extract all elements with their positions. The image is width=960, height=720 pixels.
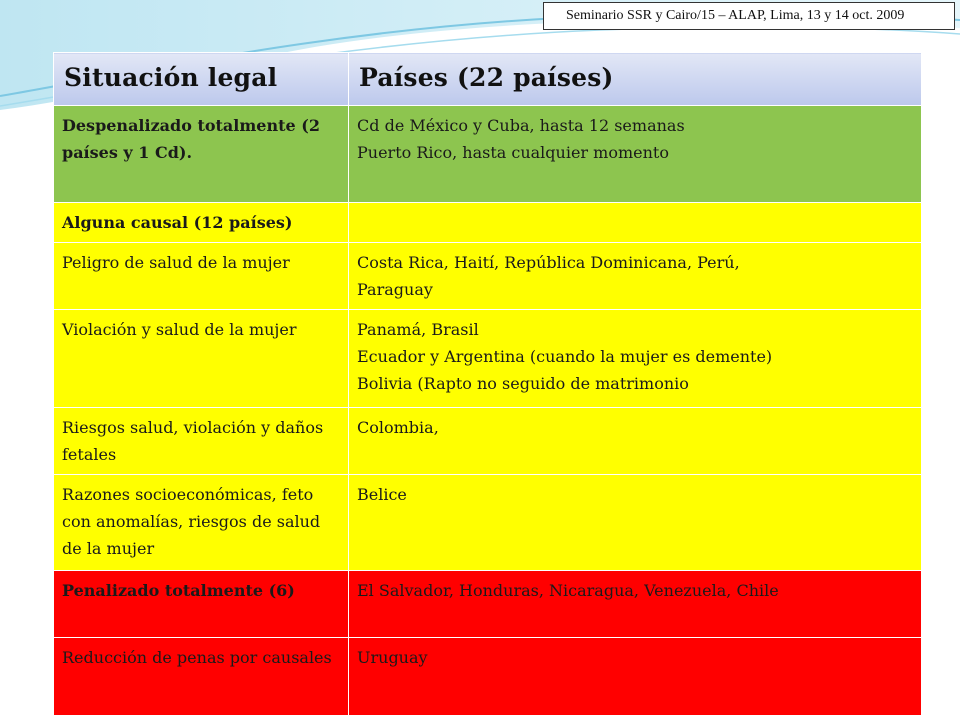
countries-line: Bolivia (Rapto no seguido de matrimonio bbox=[357, 374, 689, 393]
countries-line: Ecuador y Argentina (cuando la mujer es demente) bbox=[357, 347, 773, 366]
status-cell: Alguna causal (12 países) bbox=[54, 203, 349, 243]
countries-cell bbox=[349, 310, 922, 408]
countries-cell bbox=[349, 106, 922, 203]
status-cell: Violación y salud de la mujer bbox=[54, 310, 349, 408]
countries-cell bbox=[349, 243, 922, 310]
countries-cell bbox=[349, 475, 922, 571]
header-legal-status: Situación legal bbox=[54, 53, 349, 106]
countries-cell bbox=[349, 408, 922, 475]
status-cell: Razones socioeconómicas, feto con anomalías, riesgos de salud de la mujer bbox=[54, 475, 349, 571]
seminar-source-note: Seminario SSR y Cairo/15 – ALAP, Lima, 13 y 14 oct. 2009 bbox=[543, 2, 955, 30]
countries-line: Uruguay bbox=[357, 648, 428, 667]
countries-line: Colombia, bbox=[357, 418, 439, 437]
countries-cell bbox=[349, 571, 922, 638]
countries-line: Cd de México y Cuba, hasta 12 semanas bbox=[357, 116, 685, 135]
table-row bbox=[54, 638, 922, 716]
countries-line: Puerto Rico, hasta cualquier momento bbox=[357, 143, 669, 162]
table-row bbox=[54, 106, 922, 203]
countries-line: Panamá, Brasil bbox=[357, 320, 479, 339]
status-cell: Penalizado totalmente (6) bbox=[54, 571, 349, 638]
status-cell: Peligro de salud de la mujer bbox=[54, 243, 349, 310]
table-row bbox=[54, 475, 922, 571]
countries-cell bbox=[349, 638, 922, 716]
header-countries: Países (22 países) bbox=[349, 53, 922, 106]
legal-status-table bbox=[53, 52, 922, 716]
table-row bbox=[54, 310, 922, 408]
countries-line: Paraguay bbox=[357, 280, 433, 299]
status-cell: Reducción de penas por causales bbox=[54, 638, 349, 716]
countries-line: Belice bbox=[357, 485, 407, 504]
table-row bbox=[54, 571, 922, 638]
status-cell: Despenalizado totalmente (2 países y 1 Cd). bbox=[54, 106, 349, 203]
status-cell: Riesgos salud, violación y daños fetales bbox=[54, 408, 349, 475]
countries-cell bbox=[349, 203, 922, 243]
countries-line: Costa Rica, Haití, República Dominicana, Perú, bbox=[357, 253, 740, 272]
table-row bbox=[54, 408, 922, 475]
table-row bbox=[54, 203, 922, 243]
countries-line: El Salvador, Honduras, Nicaragua, Venezuela, Chile bbox=[357, 581, 779, 600]
table-header-row bbox=[54, 53, 922, 106]
table-row bbox=[54, 243, 922, 310]
